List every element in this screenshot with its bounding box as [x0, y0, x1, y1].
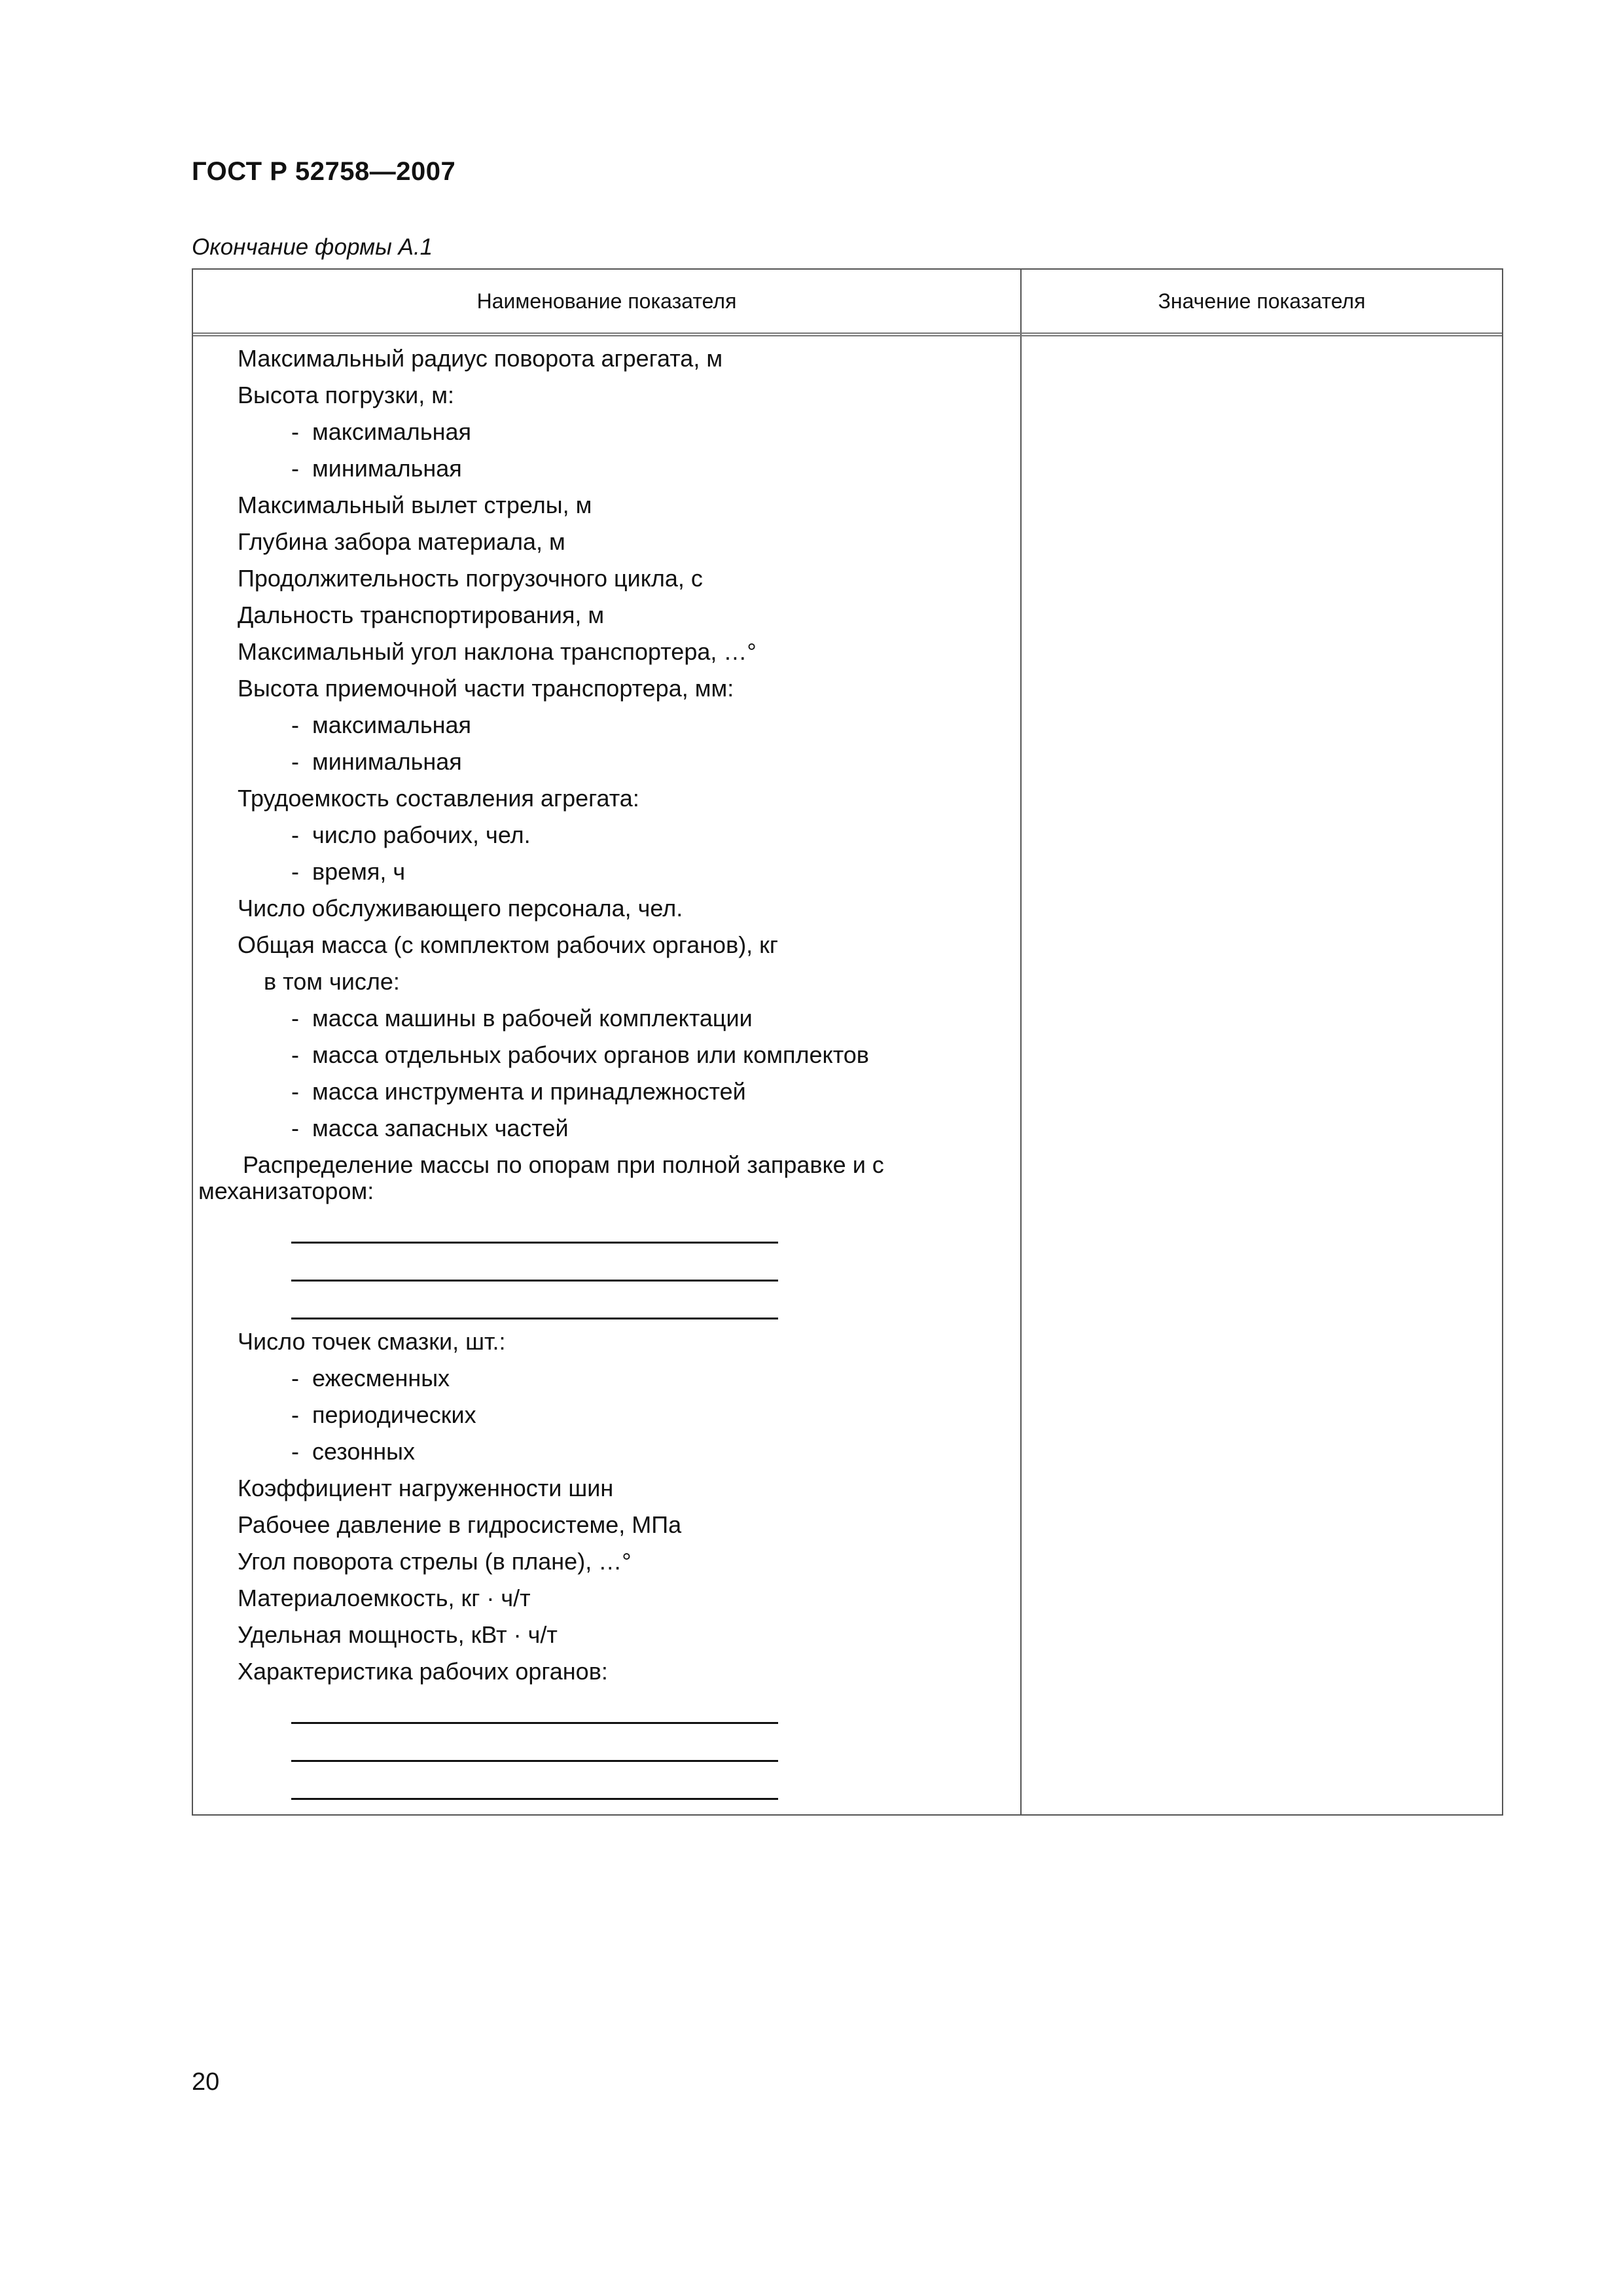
indicator-form-table [192, 268, 1503, 1816]
table-row-subitem [193, 414, 1020, 450]
column-divider [1020, 270, 1022, 1814]
subitem-label: масса машины в рабочей комплектации [312, 1005, 753, 1031]
subitem-label: масса отдельных рабочих органов или комплектов [312, 1041, 869, 1068]
subitem-label: сезонных [312, 1438, 415, 1465]
underline-field [291, 1318, 778, 1319]
page-number: 20 [192, 2068, 220, 2096]
table-row: Дальность транспортирования, м [238, 601, 605, 628]
underline-field [291, 1722, 778, 1724]
table-row: Рабочее давление в гидросистеме, МПа [238, 1511, 682, 1538]
table-row: Продолжительность погрузочного цикла, с [238, 565, 703, 592]
table-row-subitem [193, 707, 1020, 744]
table-row: Глубина забора материала, м [238, 528, 565, 555]
table-row: Трудоемкость составления агрегата: [238, 785, 639, 812]
table-row-subitem [193, 744, 1020, 780]
document-id-header: ГОСТ Р 52758—2007 [192, 157, 456, 186]
table-row-subitem [193, 1037, 1020, 1073]
table-row-subitem [193, 817, 1020, 853]
table-row: Высота погрузки, м: [238, 382, 455, 408]
blank-fill-line [193, 1766, 1020, 1804]
form-caption: Окончание формы А.1 [192, 234, 433, 260]
table-row: Максимальный радиус поворота агрегата, м [238, 345, 723, 372]
table-row: Максимальный угол наклона транспортера, …° [238, 638, 757, 665]
subitem-label: периодических [312, 1401, 476, 1428]
blank-fill-line [193, 1690, 1020, 1728]
blank-fill-line [193, 1247, 1020, 1285]
table-row-subitem [193, 450, 1020, 487]
blank-fill-line [193, 1285, 1020, 1323]
subitem-label: максимальная [312, 711, 471, 738]
table-row-subheading: в том числе: [264, 968, 400, 995]
underline-field [291, 1760, 778, 1762]
table-row: Число обслуживающего персонала, чел. [238, 895, 683, 922]
blank-fill-line [193, 1210, 1020, 1247]
subitem-label: минимальная [312, 748, 462, 775]
table-row-subitem [193, 1360, 1020, 1397]
subitem-label: ежесменных [312, 1365, 450, 1391]
table-header-row [193, 270, 1502, 336]
table-row: Удельная мощность, кВт · ч/т [238, 1621, 558, 1648]
table-row: Характеристика рабочих органов: [238, 1658, 608, 1685]
table-row: Число точек смазки, шт.: [238, 1328, 506, 1355]
underline-field [291, 1280, 778, 1282]
subitem-label: максимальная [312, 418, 471, 445]
table-row-wrapped: Распределение массы по опорам при полной заправке и с механизатором: [198, 1151, 884, 1204]
table-row: Максимальный вылет стрелы, м [238, 492, 592, 518]
table-row: Угол поворота стрелы (в плане), …° [238, 1548, 632, 1575]
table-row: Материалоемкость, кг · ч/т [238, 1585, 531, 1611]
table-row-subitem [193, 853, 1020, 890]
indicator-list [193, 340, 1020, 1804]
subitem-label: масса инструмента и принадлежностей [312, 1078, 746, 1105]
column-header-indicator-name: Наименование показателя [476, 289, 737, 313]
table-row-subitem [193, 1433, 1020, 1470]
column-header-indicator-value: Значение показателя [1158, 289, 1366, 313]
table-row-subitem [193, 1110, 1020, 1147]
table-row-subitem [193, 1073, 1020, 1110]
table-row: Общая масса (с комплектом рабочих органов), кг [238, 931, 779, 958]
underline-field [291, 1798, 778, 1800]
subitem-label: минимальная [312, 455, 462, 482]
subitem-label: время, ч [312, 858, 406, 885]
blank-fill-line [193, 1728, 1020, 1766]
underline-field [291, 1242, 778, 1244]
table-row: Коэффициент нагруженности шин [238, 1475, 614, 1501]
subitem-label: число рабочих, чел. [312, 821, 531, 848]
subitem-label: масса запасных частей [312, 1115, 569, 1141]
table-row-subitem [193, 1000, 1020, 1037]
table-row-subitem [193, 1397, 1020, 1433]
table-row: Высота приемочной части транспортера, мм: [238, 675, 734, 702]
